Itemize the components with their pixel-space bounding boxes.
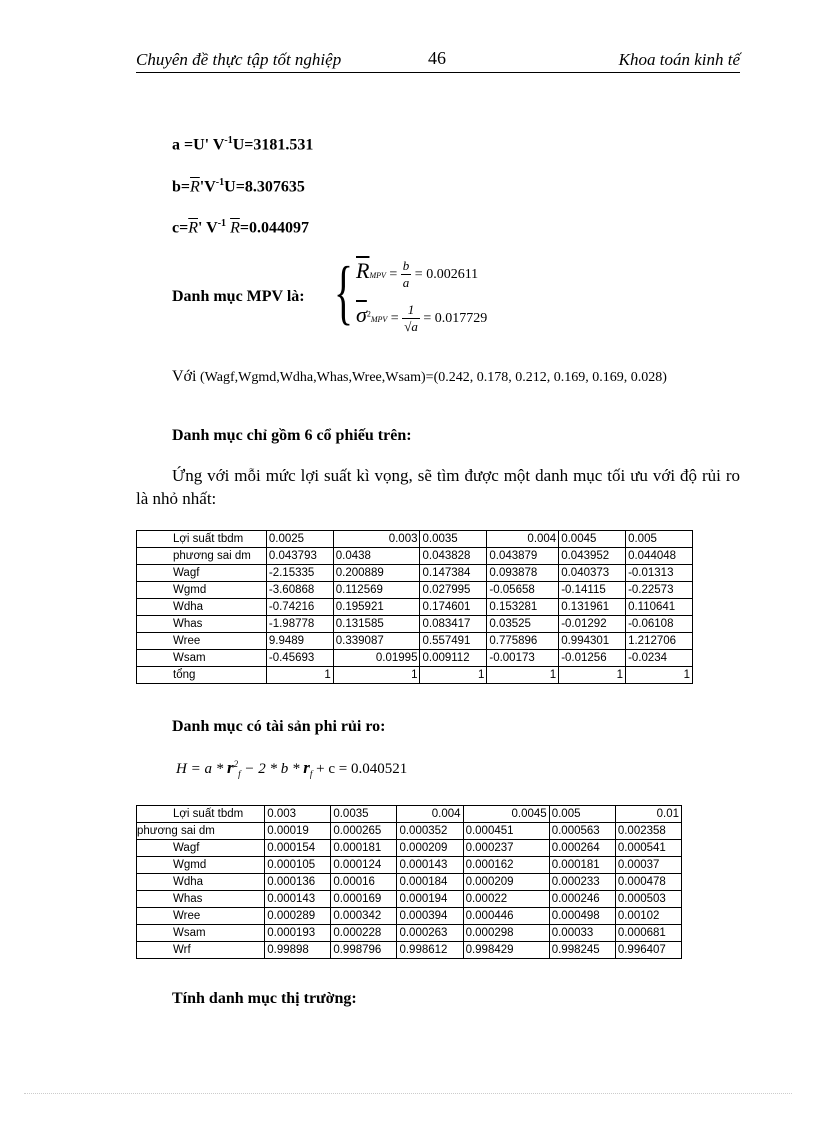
value-cell: -0.06108 bbox=[626, 616, 693, 633]
value-cell: 0.0438 bbox=[333, 548, 420, 565]
value-cell: 0.043793 bbox=[266, 548, 333, 565]
value-cell: 0.998429 bbox=[463, 942, 549, 959]
table-row bbox=[137, 650, 693, 667]
mpv-r-value: = 0.002611 bbox=[414, 267, 479, 282]
value-cell: 0.000181 bbox=[331, 840, 397, 857]
value-cell: -0.14115 bbox=[559, 582, 626, 599]
table-row bbox=[137, 548, 693, 565]
table-row bbox=[137, 874, 682, 891]
h-sub1: f bbox=[238, 769, 241, 779]
value-cell: 0.000563 bbox=[549, 823, 615, 840]
page-number: 46 bbox=[428, 48, 446, 68]
value-cell: 0.000503 bbox=[615, 891, 681, 908]
mpv-r-fraction bbox=[401, 258, 412, 291]
row-label-cell: Wsam bbox=[137, 925, 265, 942]
eq-c-sup: -1 bbox=[217, 218, 227, 229]
eq-c-rbar: $\overline{R}$ bbox=[188, 219, 198, 237]
weights-voi: Với bbox=[172, 368, 197, 385]
value-cell: -0.22573 bbox=[626, 582, 693, 599]
value-cell: 0.000342 bbox=[331, 908, 397, 925]
value-cell: 0.000209 bbox=[463, 874, 549, 891]
eq-b-suffix: U=8.307635 bbox=[224, 178, 305, 196]
value-cell: 0.557491 bbox=[420, 633, 487, 650]
value-cell: -3.60868 bbox=[266, 582, 333, 599]
section-heading-riskfree: Danh mục có tài sản phi rủi ro: bbox=[172, 718, 386, 735]
table-row bbox=[137, 891, 682, 908]
mpv-s-symbol: $\overline{\sigma}$ bbox=[356, 302, 367, 327]
value-cell: 0.003 bbox=[265, 806, 331, 823]
value-cell: 0.000352 bbox=[397, 823, 463, 840]
value-cell: 0.000169 bbox=[331, 891, 397, 908]
value-cell: 0.000136 bbox=[265, 874, 331, 891]
weights-text: (Wagf,Wgmd,Wdha,Whas,Wree,Wsam)=(0.242, 0.178, 0.212, 0.169, 0.169, 0.028) bbox=[196, 370, 667, 385]
value-cell: 9.9489 bbox=[266, 633, 333, 650]
value-cell: 0.000265 bbox=[331, 823, 397, 840]
value-cell: 0.996407 bbox=[615, 942, 681, 959]
value-cell: -0.00173 bbox=[487, 650, 559, 667]
value-cell: 0.009112 bbox=[420, 650, 487, 667]
value-cell: 0.131585 bbox=[333, 616, 420, 633]
value-cell: 1 bbox=[559, 667, 626, 684]
row-label-cell: phương sai dm bbox=[137, 823, 265, 840]
value-cell: 0.005 bbox=[549, 806, 615, 823]
eq-b-mid: 'V bbox=[199, 178, 216, 196]
intro-paragraph: Ứng với mỗi mức lợi suất kì vọng, sẽ tìm được một danh mục tối ưu với độ rủi ro là nhỏ nhất: bbox=[136, 466, 740, 508]
value-cell: 0.000246 bbox=[549, 891, 615, 908]
mpv-variance-formula: $\overline{\sigma}^2MPV$ = $\frac{1}{√a}$ = 0.017729 bbox=[356, 302, 488, 335]
value-cell: 0.000394 bbox=[397, 908, 463, 925]
eq-b-rbar: $\overline{R}$ bbox=[190, 178, 200, 196]
value-cell: 0.043879 bbox=[487, 548, 559, 565]
row-label-cell: tổng bbox=[137, 667, 267, 684]
footer-divider bbox=[24, 1093, 792, 1094]
value-cell: 0.000681 bbox=[615, 925, 681, 942]
value-cell: 0.000124 bbox=[331, 857, 397, 874]
mpv-s-num: 1 bbox=[402, 302, 420, 319]
value-cell: 0.998796 bbox=[331, 942, 397, 959]
equation-a bbox=[172, 135, 313, 154]
value-cell: 0.01 bbox=[615, 806, 681, 823]
value-cell: 0.000181 bbox=[549, 857, 615, 874]
value-cell: 0.000541 bbox=[615, 840, 681, 857]
value-cell: 0.112569 bbox=[333, 582, 420, 599]
value-cell: 0.000184 bbox=[397, 874, 463, 891]
table-row bbox=[137, 616, 693, 633]
table2-body bbox=[137, 806, 682, 959]
value-cell: 0.200889 bbox=[333, 565, 420, 582]
value-cell: -0.01292 bbox=[559, 616, 626, 633]
value-cell: 0.153281 bbox=[487, 599, 559, 616]
value-cell: 0.093878 bbox=[487, 565, 559, 582]
value-cell: 0.00016 bbox=[331, 874, 397, 891]
value-cell: 0.00037 bbox=[615, 857, 681, 874]
value-cell: 1 bbox=[266, 667, 333, 684]
row-label-cell: Lợi suất tbdm bbox=[137, 806, 265, 823]
value-cell: 1 bbox=[333, 667, 420, 684]
value-cell: 0.000263 bbox=[397, 925, 463, 942]
value-cell: 0.00102 bbox=[615, 908, 681, 925]
row-label-cell: Wree bbox=[137, 908, 265, 925]
mpv-r-num: b bbox=[402, 258, 410, 274]
value-cell: 0.339087 bbox=[333, 633, 420, 650]
value-cell: 0.040373 bbox=[559, 565, 626, 582]
value-cell: 0.005 bbox=[626, 531, 693, 548]
mpv-r-den: a bbox=[402, 275, 410, 291]
value-cell: 0.000105 bbox=[265, 857, 331, 874]
eq-c-suffix: =0.044097 bbox=[239, 219, 309, 237]
mpv-s-den: √a bbox=[404, 319, 418, 335]
mpv-s-value: = 0.017729 bbox=[423, 311, 488, 326]
value-cell: 0.0035 bbox=[331, 806, 397, 823]
eq-a-prefix: a =U' V bbox=[172, 136, 225, 154]
row-label-cell: Wdha bbox=[137, 874, 265, 891]
table-row bbox=[137, 908, 682, 925]
page-header bbox=[136, 48, 740, 73]
section-heading-6-stocks: Danh mục chỉ gồm 6 cổ phiếu trên: bbox=[172, 427, 412, 444]
table-row bbox=[137, 582, 693, 599]
value-cell: 0.998612 bbox=[397, 942, 463, 959]
value-cell: 0.000289 bbox=[265, 908, 331, 925]
value-cell: 0.004 bbox=[397, 806, 463, 823]
value-cell: 0.000498 bbox=[549, 908, 615, 925]
equation-b bbox=[172, 177, 305, 196]
section-heading-market: Tính danh mục thị trường: bbox=[172, 990, 357, 1007]
value-cell: 0.003 bbox=[333, 531, 420, 548]
brace-icon: { bbox=[334, 252, 354, 332]
value-cell: -0.01313 bbox=[626, 565, 693, 582]
value-cell: 0.027995 bbox=[420, 582, 487, 599]
mpv-s-sup: 2 bbox=[366, 309, 371, 319]
row-label-cell: Lợi suất tbdm bbox=[137, 531, 267, 548]
value-cell: -0.05658 bbox=[487, 582, 559, 599]
mpv-return-formula: $\overline{R}MPV$ = $\frac{b}{a}$ = 0.002611 bbox=[356, 258, 479, 291]
row-label-cell: Wgmd bbox=[137, 582, 267, 599]
value-cell: 0.110641 bbox=[626, 599, 693, 616]
value-cell: 0.000298 bbox=[463, 925, 549, 942]
row-label-cell: Wree bbox=[137, 633, 267, 650]
mpv-r-sub: MPV bbox=[369, 271, 386, 280]
value-cell: 0.01995 bbox=[333, 650, 420, 667]
table-row bbox=[137, 823, 682, 840]
value-cell: 0.994301 bbox=[559, 633, 626, 650]
h-sup: 2 bbox=[233, 759, 239, 769]
value-cell: 0.000228 bbox=[331, 925, 397, 942]
h-r1: r bbox=[226, 758, 234, 777]
value-cell: 0.004 bbox=[487, 531, 559, 548]
h-tail: + c = 0.040521 bbox=[316, 761, 408, 777]
row-label-cell: Whas bbox=[137, 616, 267, 633]
value-cell: 0.195921 bbox=[333, 599, 420, 616]
value-cell: 0.000143 bbox=[265, 891, 331, 908]
table-row bbox=[137, 565, 693, 582]
eq-c-mid: ' V bbox=[198, 219, 218, 237]
value-cell: 0.000162 bbox=[463, 857, 549, 874]
value-cell: 0.00033 bbox=[549, 925, 615, 942]
mpv-r-symbol: $\overline{R}$ bbox=[356, 258, 370, 283]
value-cell: -0.74216 bbox=[266, 599, 333, 616]
value-cell: 0.998245 bbox=[549, 942, 615, 959]
row-label-cell: Wagf bbox=[137, 565, 267, 582]
eq-c-prefix: c= bbox=[172, 219, 189, 237]
h-sub2: f bbox=[309, 769, 313, 779]
value-cell: 0.002358 bbox=[615, 823, 681, 840]
value-cell: 0.044048 bbox=[626, 548, 693, 565]
h-r2: r bbox=[303, 758, 310, 777]
value-cell: 0.000264 bbox=[549, 840, 615, 857]
table-row bbox=[137, 633, 693, 650]
eq-a-suffix: U=3181.531 bbox=[232, 136, 314, 154]
table-row bbox=[137, 531, 693, 548]
h-equation bbox=[176, 758, 407, 779]
value-cell: 0.775896 bbox=[487, 633, 559, 650]
table-row bbox=[137, 806, 682, 823]
value-cell: 1.212706 bbox=[626, 633, 693, 650]
eq-a-sup: -1 bbox=[224, 135, 233, 146]
row-label-cell: Wrf bbox=[137, 942, 265, 959]
table-row bbox=[137, 599, 693, 616]
value-cell: 0.000233 bbox=[549, 874, 615, 891]
table-row bbox=[137, 840, 682, 857]
mpv-label: Danh mục MPV là: bbox=[172, 288, 305, 305]
row-label-cell: Wsam bbox=[137, 650, 267, 667]
weights-paragraph bbox=[136, 366, 740, 389]
eq-c-rbar2: $\overline{R}$ bbox=[230, 219, 240, 237]
value-cell: 0.147384 bbox=[420, 565, 487, 582]
value-cell: 0.000209 bbox=[397, 840, 463, 857]
header-title: Chuyên đề thực tập tốt nghiệp bbox=[136, 50, 342, 69]
value-cell: 0.0045 bbox=[559, 531, 626, 548]
value-cell: 0.00019 bbox=[265, 823, 331, 840]
table-row bbox=[137, 667, 693, 684]
row-label-cell: Wdha bbox=[137, 599, 267, 616]
value-cell: -0.0234 bbox=[626, 650, 693, 667]
h-mid: − 2 * b * bbox=[244, 761, 300, 777]
row-label-cell: phương sai dm bbox=[137, 548, 267, 565]
eq-b-sup: -1 bbox=[215, 177, 225, 188]
value-cell: 0.0045 bbox=[463, 806, 549, 823]
value-cell: -0.01256 bbox=[559, 650, 626, 667]
table1-body bbox=[137, 531, 693, 684]
row-label-cell: Wagf bbox=[137, 840, 265, 857]
value-cell: 0.000451 bbox=[463, 823, 549, 840]
value-cell: 1 bbox=[626, 667, 693, 684]
value-cell: 0.000237 bbox=[463, 840, 549, 857]
table-row bbox=[137, 857, 682, 874]
value-cell: -0.45693 bbox=[266, 650, 333, 667]
value-cell: 0.000194 bbox=[397, 891, 463, 908]
table-row bbox=[137, 942, 682, 959]
equation-c bbox=[172, 218, 309, 237]
value-cell: 1 bbox=[487, 667, 559, 684]
table-row bbox=[137, 925, 682, 942]
value-cell: 0.043828 bbox=[420, 548, 487, 565]
value-cell: 0.043952 bbox=[559, 548, 626, 565]
row-label-cell: Wgmd bbox=[137, 857, 265, 874]
mpv-s-sub: MPV bbox=[370, 315, 388, 324]
value-cell: 0.0035 bbox=[420, 531, 487, 548]
value-cell: 0.000154 bbox=[265, 840, 331, 857]
eq-b-prefix: b= bbox=[172, 178, 191, 196]
value-cell: 0.000478 bbox=[615, 874, 681, 891]
value-cell: 0.000446 bbox=[463, 908, 549, 925]
value-cell: 0.000143 bbox=[397, 857, 463, 874]
value-cell: 0.00022 bbox=[463, 891, 549, 908]
value-cell: 0.0025 bbox=[266, 531, 333, 548]
value-cell: 0.03525 bbox=[487, 616, 559, 633]
value-cell: 0.174601 bbox=[420, 599, 487, 616]
header-faculty: Khoa toán kinh tế bbox=[618, 50, 740, 69]
mpv-s-fraction bbox=[402, 302, 420, 335]
value-cell: 0.99898 bbox=[265, 942, 331, 959]
value-cell: -1.98778 bbox=[266, 616, 333, 633]
value-cell: -2.15335 bbox=[266, 565, 333, 582]
value-cell: 1 bbox=[420, 667, 487, 684]
row-label-cell: Whas bbox=[137, 891, 265, 908]
h-lhs: H = a * bbox=[176, 761, 224, 777]
table-riskfree-portfolios bbox=[136, 805, 682, 959]
value-cell: 0.131961 bbox=[559, 599, 626, 616]
value-cell: 0.000193 bbox=[265, 925, 331, 942]
value-cell: 0.083417 bbox=[420, 616, 487, 633]
table-efficient-portfolios bbox=[136, 530, 693, 684]
